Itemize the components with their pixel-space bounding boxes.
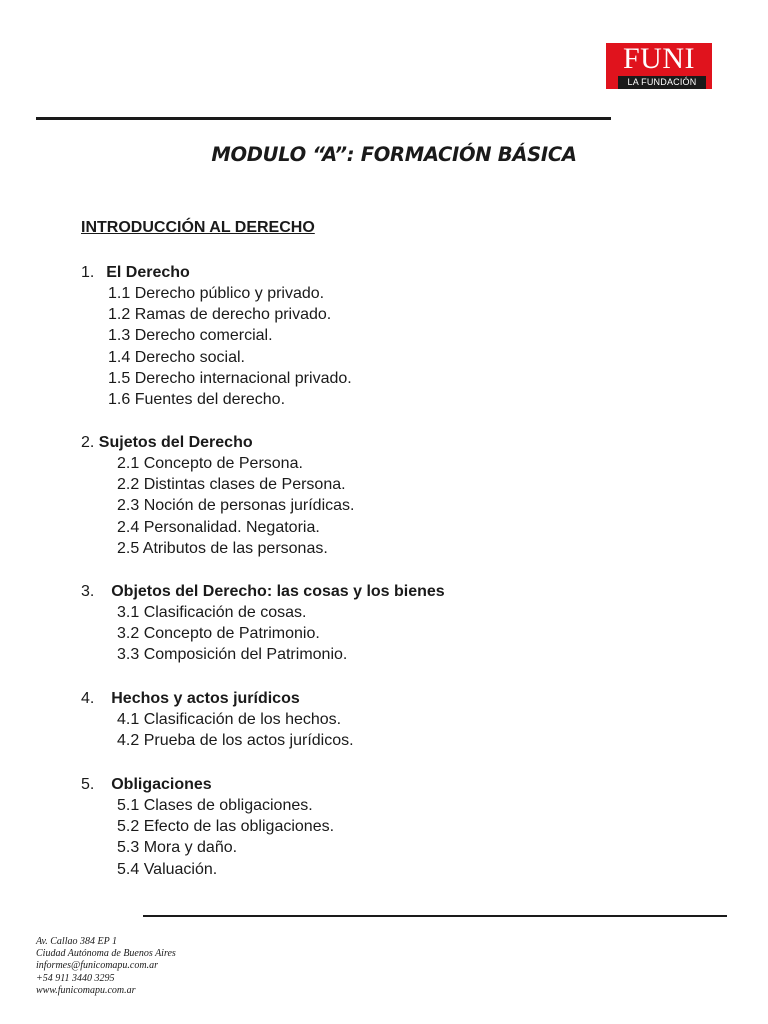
footer-website[interactable]: www.funicomapu.com.ar: [36, 984, 136, 996]
list-item: 3.2 Concepto de Patrimonio.: [117, 625, 320, 643]
header-divider: [36, 117, 611, 120]
logo-name: FUNI: [622, 42, 695, 75]
logo-tagline: LA FUNDACIÓN: [618, 76, 706, 89]
footer-address: Av. Callao 384 EP 1: [36, 936, 118, 947]
list-item: 1.4 Derecho social.: [108, 348, 245, 366]
topic-4: [81, 688, 354, 751]
topic-number: 5.: [81, 776, 95, 793]
footer-contact: [36, 936, 176, 997]
topic-number: 1.: [81, 264, 95, 281]
list-item: 2.5 Atributos de las personas.: [117, 539, 328, 557]
footer-city: Ciudad Autónoma de Buenos Aires: [36, 948, 176, 960]
list-item: 2.3 Noción de personas jurídicas.: [117, 497, 355, 515]
list-item: 1.3 Derecho comercial.: [108, 327, 273, 345]
topic-5: [81, 774, 334, 880]
topic-1: [81, 262, 352, 410]
list-item: 5.4 Valuación.: [117, 860, 218, 878]
footer-divider: [143, 915, 727, 917]
topic-heading: El Derecho: [106, 264, 190, 281]
list-item: 2.2 Distintas clases de Persona.: [117, 476, 346, 494]
topic-number: 3.: [81, 583, 95, 600]
footer-phone: +54 911 3440 3295: [36, 972, 115, 984]
list-item: 5.1 Clases de obligaciones.: [117, 797, 313, 814]
topic-heading: Obligaciones: [111, 776, 212, 793]
list-item: 5.2 Efecto de las obligaciones.: [117, 818, 335, 836]
topic-number: 4.: [81, 690, 95, 707]
page-title: MODULO “A”: FORMACIÓN BÁSICA: [211, 143, 577, 166]
funi-logo: [606, 43, 712, 89]
list-item: 3.1 Clasificación de cosas.: [117, 604, 307, 621]
topic-heading: Hechos y actos jurídicos: [111, 690, 300, 707]
section-title: INTRODUCCIÓN AL DERECHO: [81, 219, 315, 236]
topic-heading: Objetos del Derecho: las cosas y los bienes: [111, 583, 445, 600]
list-item: 5.3 Mora y daño.: [117, 839, 238, 857]
topic-heading: Sujetos del Derecho: [98, 434, 253, 451]
list-item: 4.1 Clasificación de los hechos.: [117, 711, 342, 728]
list-item: 1.5 Derecho internacional privado.: [108, 369, 352, 387]
list-item: 4.2 Prueba de los actos jurídicos.: [117, 732, 354, 750]
list-item: 2.1 Concepto de Persona.: [117, 455, 303, 472]
topic-2: [81, 432, 354, 559]
topic-number: 2.: [81, 434, 95, 451]
topic-3: [81, 581, 445, 666]
list-item: 1.6 Fuentes del derecho.: [108, 391, 286, 409]
list-item: 2.4 Personalidad. Negatoria.: [117, 518, 320, 536]
list-item: 3.3 Composición del Patrimonio.: [117, 646, 348, 664]
footer-email[interactable]: informes@funicomapu.com.ar: [36, 960, 158, 972]
list-item: 1.1 Derecho público y privado.: [108, 285, 325, 302]
list-item: 1.2 Ramas de derecho privado.: [108, 306, 332, 324]
